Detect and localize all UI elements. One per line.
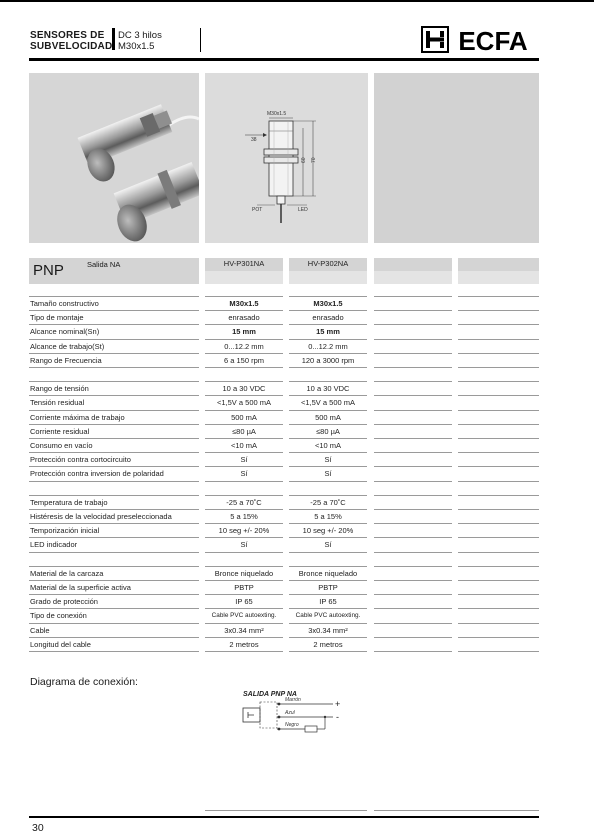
spec-value: ≤80 µA	[316, 426, 340, 436]
row-separator	[458, 537, 539, 538]
row-separator	[29, 651, 199, 652]
row-separator	[29, 481, 199, 482]
row-separator	[205, 410, 283, 411]
row-separator	[458, 481, 539, 482]
row-separator	[29, 452, 199, 453]
spec-label: Tipo de conexión	[30, 611, 87, 621]
technical-drawing-panel	[205, 73, 368, 243]
spec-value: Cable PVC autoexting.	[295, 612, 361, 620]
row-separator	[374, 310, 452, 311]
row-separator	[205, 466, 283, 467]
spec-label: Tamaño constructivo	[30, 299, 99, 308]
row-separator	[29, 339, 199, 340]
spec-value: 0...12.2 mm	[224, 341, 264, 351]
header-divider	[200, 28, 201, 52]
spec-label: Alcance de trabajo(St)	[30, 341, 105, 351]
subtitle-line2: M30x1.5	[118, 41, 155, 52]
spec-value: Sí	[240, 455, 248, 465]
row-separator	[374, 481, 452, 482]
row-separator	[374, 608, 452, 609]
row-separator	[205, 552, 283, 553]
row-separator	[289, 523, 367, 524]
spec-label: Histéresis de la velocidad preseleccionada	[30, 512, 172, 521]
spec-value: 10 a 30 VDC	[222, 384, 266, 394]
row-separator	[205, 509, 283, 510]
row-separator	[458, 367, 539, 368]
row-separator	[458, 608, 539, 609]
blank-image-panel	[374, 73, 539, 243]
row-separator	[458, 353, 539, 354]
row-separator	[205, 339, 283, 340]
row-separator	[289, 594, 367, 595]
spec-value: M30x1.5	[229, 299, 259, 308]
row-separator	[374, 537, 452, 538]
model-subheader-1	[205, 271, 283, 284]
bottom-line-2	[374, 810, 539, 811]
spec-value: M30x1.5	[313, 299, 343, 308]
spec-value: PBTP	[318, 583, 338, 592]
logo-text: ECFA	[458, 26, 528, 53]
spec-label: Rango de tensión	[30, 384, 89, 394]
row-separator	[29, 509, 199, 510]
spec-label: Protección contra inversion de polaridad	[30, 469, 164, 479]
spec-value: 10 seg +/- 20%	[218, 526, 270, 536]
spec-value: <10 mA	[314, 441, 342, 450]
row-separator	[29, 424, 199, 425]
row-separator	[205, 310, 283, 311]
spec-label: Alcance nominal(Sn)	[30, 327, 100, 337]
spec-label: Material de la carcaza	[30, 568, 104, 578]
spec-value: 5 a 15%	[314, 512, 342, 521]
wire-black: Negro	[285, 722, 299, 728]
wire-blue: Azul	[285, 710, 295, 716]
row-separator	[289, 367, 367, 368]
spec-label: Protección contra cortocircuito	[30, 455, 131, 465]
row-separator	[374, 424, 452, 425]
row-separator	[289, 608, 367, 609]
spec-label: Corriente máxima de trabajo	[30, 412, 125, 422]
row-separator	[289, 466, 367, 467]
row-separator	[205, 623, 283, 624]
row-separator	[458, 339, 539, 340]
model-header-4	[458, 258, 539, 271]
row-separator	[374, 523, 452, 524]
type-label: PNP	[33, 262, 64, 279]
spec-label: Temperatura de trabajo	[30, 497, 108, 507]
row-separator	[289, 438, 367, 439]
spec-label: Grado de protección	[30, 597, 98, 607]
row-separator	[374, 410, 452, 411]
row-separator	[29, 580, 199, 581]
product-photo	[29, 73, 199, 243]
row-separator	[374, 339, 452, 340]
row-separator	[374, 324, 452, 325]
row-separator	[289, 481, 367, 482]
model-subheader-4	[458, 271, 539, 284]
spec-value: IP 65	[319, 597, 337, 607]
row-separator	[458, 566, 539, 567]
model-subheader-3	[374, 271, 452, 284]
diagram-label: SALIDA PNP NA	[243, 691, 297, 698]
row-separator	[205, 495, 283, 496]
row-separator	[29, 495, 199, 496]
model-subheader-2	[289, 271, 367, 284]
technical-drawing	[205, 73, 368, 243]
row-separator	[205, 438, 283, 439]
row-separator	[289, 324, 367, 325]
row-separator	[458, 509, 539, 510]
model-header-2: HV-P302NA	[289, 258, 367, 271]
dim-outer: 70	[311, 157, 317, 163]
row-separator	[29, 566, 199, 567]
spec-value: Sí	[324, 469, 332, 479]
row-separator	[374, 637, 452, 638]
wire-brown: Marrón	[285, 697, 301, 703]
diagram-title: Diagrama de conexión:	[30, 676, 138, 688]
row-separator	[289, 353, 367, 354]
row-separator	[29, 296, 199, 297]
dim-left: 38	[251, 137, 257, 143]
row-separator	[289, 296, 367, 297]
row-separator	[374, 509, 452, 510]
spec-value: 3x0.34 mm²	[224, 625, 264, 635]
connection-diagram	[235, 688, 355, 744]
row-separator	[374, 395, 452, 396]
row-separator	[29, 623, 199, 624]
section-subtitle	[118, 30, 162, 52]
spec-value: 5 a 15%	[230, 512, 258, 521]
row-separator	[205, 651, 283, 652]
spec-value: 6 a 150 rpm	[223, 355, 265, 365]
spec-value: Sí	[240, 469, 248, 479]
row-separator	[29, 552, 199, 553]
subtitle-line1: DC 3 hilos	[118, 30, 162, 41]
row-separator	[289, 537, 367, 538]
row-separator	[458, 296, 539, 297]
spec-value: 15 mm	[232, 327, 256, 337]
row-separator	[289, 566, 367, 567]
footer-rule	[29, 816, 539, 818]
thread-label: M30x1.5	[267, 111, 287, 117]
row-separator	[205, 452, 283, 453]
row-separator	[374, 580, 452, 581]
row-separator	[205, 424, 283, 425]
row-separator	[374, 466, 452, 467]
row-separator	[458, 395, 539, 396]
row-separator	[458, 623, 539, 624]
row-separator	[205, 481, 283, 482]
row-separator	[289, 310, 367, 311]
row-separator	[29, 466, 199, 467]
spec-value: 10 seg +/- 20%	[302, 526, 354, 536]
bottom-line-1	[205, 810, 367, 811]
row-separator	[374, 438, 452, 439]
spec-value: <10 mA	[230, 441, 258, 450]
row-separator	[289, 580, 367, 581]
row-separator	[458, 580, 539, 581]
spec-value: Cable PVC autoexting.	[211, 612, 277, 620]
row-separator	[29, 537, 199, 538]
spec-label: Material de la superficie activa	[30, 583, 131, 592]
section-title-line2: SUBVELOCIDAD	[30, 41, 113, 52]
row-separator	[205, 608, 283, 609]
spec-value: enrasado	[228, 313, 260, 323]
dim-inner: 60	[301, 157, 307, 163]
row-separator	[458, 381, 539, 382]
spec-value: 120 a 3000 rpm	[301, 355, 355, 365]
row-separator	[374, 651, 452, 652]
spec-value: 2 metros	[229, 639, 259, 649]
spec-value: <1,5V a 500 mA	[301, 398, 355, 408]
row-separator	[289, 651, 367, 652]
ecfa-logo	[421, 26, 538, 53]
row-separator	[289, 424, 367, 425]
model-header-1: HV-P301NA	[205, 258, 283, 271]
spec-value: PBTP	[234, 583, 254, 592]
spec-value: 3x0.34 mm²	[308, 625, 348, 635]
row-separator	[374, 353, 452, 354]
spec-label: Tensión residual	[30, 398, 85, 408]
row-separator	[458, 438, 539, 439]
row-separator	[29, 367, 199, 368]
spec-value: 10 a 30 VDC	[306, 384, 350, 394]
spec-value: 500 mA	[231, 412, 257, 422]
spec-label: Tipo de montaje	[30, 313, 84, 323]
spec-label: Cable	[30, 625, 50, 635]
row-separator	[374, 296, 452, 297]
row-separator	[458, 637, 539, 638]
row-separator	[458, 310, 539, 311]
spec-value: ≤80 µA	[232, 426, 256, 436]
row-separator	[205, 594, 283, 595]
spec-value: 15 mm	[316, 327, 340, 337]
spec-label: Rango de Frecuencia	[30, 355, 102, 365]
row-separator	[458, 495, 539, 496]
row-separator	[458, 552, 539, 553]
spec-label: Consumo en vacío	[30, 441, 93, 450]
row-separator	[289, 381, 367, 382]
row-separator	[289, 509, 367, 510]
row-separator	[29, 410, 199, 411]
header-rule	[29, 58, 539, 61]
title-divider-bar	[112, 28, 115, 50]
row-separator	[205, 566, 283, 567]
row-separator	[289, 410, 367, 411]
row-separator	[205, 381, 283, 382]
row-separator	[205, 523, 283, 524]
row-separator	[458, 466, 539, 467]
row-separator	[458, 523, 539, 524]
pot-label: POT	[252, 207, 263, 213]
row-separator	[205, 537, 283, 538]
row-separator	[374, 566, 452, 567]
spec-value: Bronce niquelado	[214, 568, 274, 578]
plus-terminal: +	[335, 699, 341, 709]
row-separator	[205, 367, 283, 368]
spec-label: Longitud del cable	[30, 639, 91, 649]
minus-terminal: -	[336, 712, 339, 722]
row-separator	[374, 623, 452, 624]
spec-value: enrasado	[312, 313, 344, 323]
top-rule	[0, 0, 594, 2]
spec-value: Sí	[324, 455, 332, 465]
row-separator	[205, 580, 283, 581]
spec-value: 500 mA	[315, 412, 341, 422]
row-separator	[29, 324, 199, 325]
spec-value: <1,5V a 500 mA	[217, 398, 271, 408]
section-title	[30, 30, 112, 52]
spec-label: Corriente residual	[30, 426, 90, 436]
row-separator	[289, 552, 367, 553]
row-separator	[205, 395, 283, 396]
row-separator	[458, 324, 539, 325]
spec-value: 2 metros	[313, 639, 343, 649]
spec-value: Bronce niquelado	[298, 568, 358, 578]
model-header-3	[374, 258, 452, 271]
row-separator	[289, 395, 367, 396]
row-separator	[29, 438, 199, 439]
row-separator	[458, 594, 539, 595]
row-separator	[29, 381, 199, 382]
section-title-line1: SENSORES DE	[30, 30, 105, 41]
row-separator	[29, 594, 199, 595]
spec-label: LED indicador	[30, 540, 78, 550]
pnp-header	[29, 258, 199, 284]
row-separator	[374, 367, 452, 368]
spec-value: IP 65	[235, 597, 253, 607]
spec-value: Sí	[324, 540, 332, 550]
spec-value: 0...12.2 mm	[308, 341, 348, 351]
page-number: 30	[32, 822, 44, 834]
row-separator	[29, 395, 199, 396]
row-separator	[458, 424, 539, 425]
row-separator	[374, 594, 452, 595]
row-separator	[29, 637, 199, 638]
output-label: Salida NA	[87, 260, 121, 269]
row-separator	[29, 353, 199, 354]
row-separator	[205, 324, 283, 325]
row-separator	[29, 310, 199, 311]
row-separator	[205, 296, 283, 297]
row-separator	[289, 339, 367, 340]
row-separator	[205, 637, 283, 638]
row-separator	[374, 452, 452, 453]
product-photo-panel	[29, 73, 199, 243]
spec-value: Sí	[240, 540, 248, 550]
row-separator	[458, 651, 539, 652]
row-separator	[458, 410, 539, 411]
row-separator	[458, 452, 539, 453]
row-separator	[289, 637, 367, 638]
spec-value: -25 a 70˚C	[226, 497, 262, 507]
led-label: LED	[298, 207, 308, 213]
spec-value: -25 a 70˚C	[310, 497, 346, 507]
row-separator	[289, 452, 367, 453]
row-separator	[374, 552, 452, 553]
row-separator	[205, 353, 283, 354]
row-separator	[289, 495, 367, 496]
row-separator	[374, 495, 452, 496]
row-separator	[29, 608, 199, 609]
row-separator	[289, 623, 367, 624]
spec-label: Temporización inicial	[30, 526, 100, 536]
row-separator	[374, 381, 452, 382]
row-separator	[29, 523, 199, 524]
